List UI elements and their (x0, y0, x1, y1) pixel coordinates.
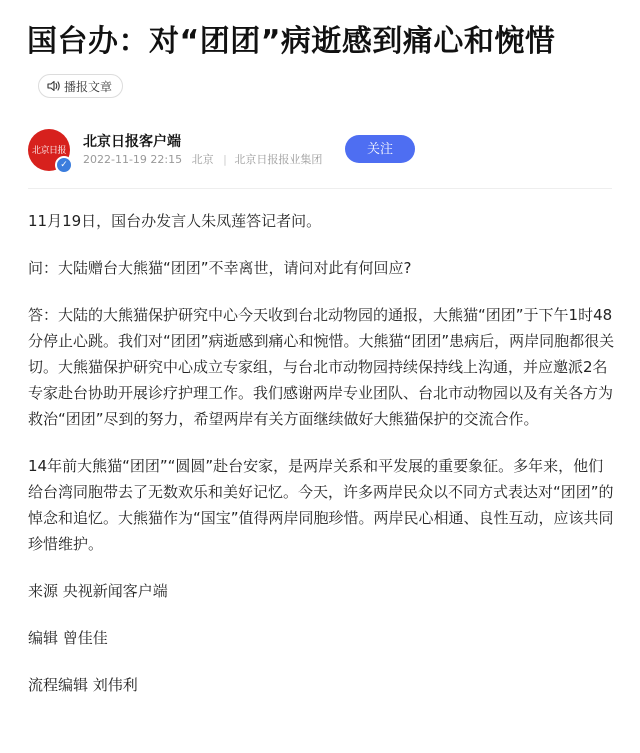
follow-button[interactable]: 关注 (345, 135, 415, 163)
publish-date: 2022-11-19 22:15 (83, 153, 183, 166)
source-line: 来源 央视新闻客户端 (28, 582, 168, 600)
paragraph-answer: 答：大陆的大熊猫保护研究中心今天收到台北动物园的通报，大熊猫“团团”于下午1时48分停止心跳。我们对“团团”病逝感到痛心和惋惜。大熊猫“团团”患病后，两岸同胞都很关切。大熊猫保护研究中心成立专家组，与台北市动物园持续保持线上沟通，并应邀派2名专家赴台协助开展诊疗护理工作。我们感谢两岸专业团队、台北市动物园以及有关各方为救治“团团”尽到的努力，希望两岸有关方面继续做好大熊猫保护的交流合作。 (28, 306, 615, 428)
avatar-logo: 北京日报 (31, 146, 66, 156)
paragraph-question: 问：大陆赠台大熊猫“团团”不幸离世，请问对此有何回应? (28, 259, 412, 277)
header-divider (28, 188, 612, 189)
publisher-org: 北京日报报业集团 (234, 153, 323, 166)
speaker-icon (47, 80, 61, 92)
paragraph-history: 14年前大熊猫“团团”“圆圆”赴台安家，是两岸关系和平发展的重要象征。多年来，他们给台湾同胞带去了无数欢乐和美好记忆。今天，许多两岸民众以不同方式表达对“团团”的悼念和追忆。大熊猫作为“国宝”值得两岸同胞珍惜。两岸民心相通、良性互动，应该共同珍惜维护。 (28, 457, 614, 553)
publish-location: 北京 (191, 153, 214, 166)
article-body (28, 208, 616, 719)
meta-divider: | (223, 153, 227, 166)
author-bar (28, 127, 612, 187)
article-meta (83, 151, 328, 167)
editor-line: 编辑 曾佳佳 (28, 629, 108, 647)
verified-badge-icon: ✓ (55, 156, 73, 174)
tts-label: 播报文章 (64, 79, 113, 94)
process-editor-line: 流程编辑 刘伟利 (28, 676, 138, 694)
paragraph-intro: 11月19日，国台办发言人朱凤莲答记者问。 (28, 212, 322, 230)
author-name[interactable]: 北京日报客户端 (83, 134, 181, 150)
article-title: 国台办：对“团团”病逝感到痛心和惋惜 (27, 24, 556, 59)
avatar[interactable] (28, 129, 70, 171)
tts-button[interactable] (38, 74, 123, 98)
